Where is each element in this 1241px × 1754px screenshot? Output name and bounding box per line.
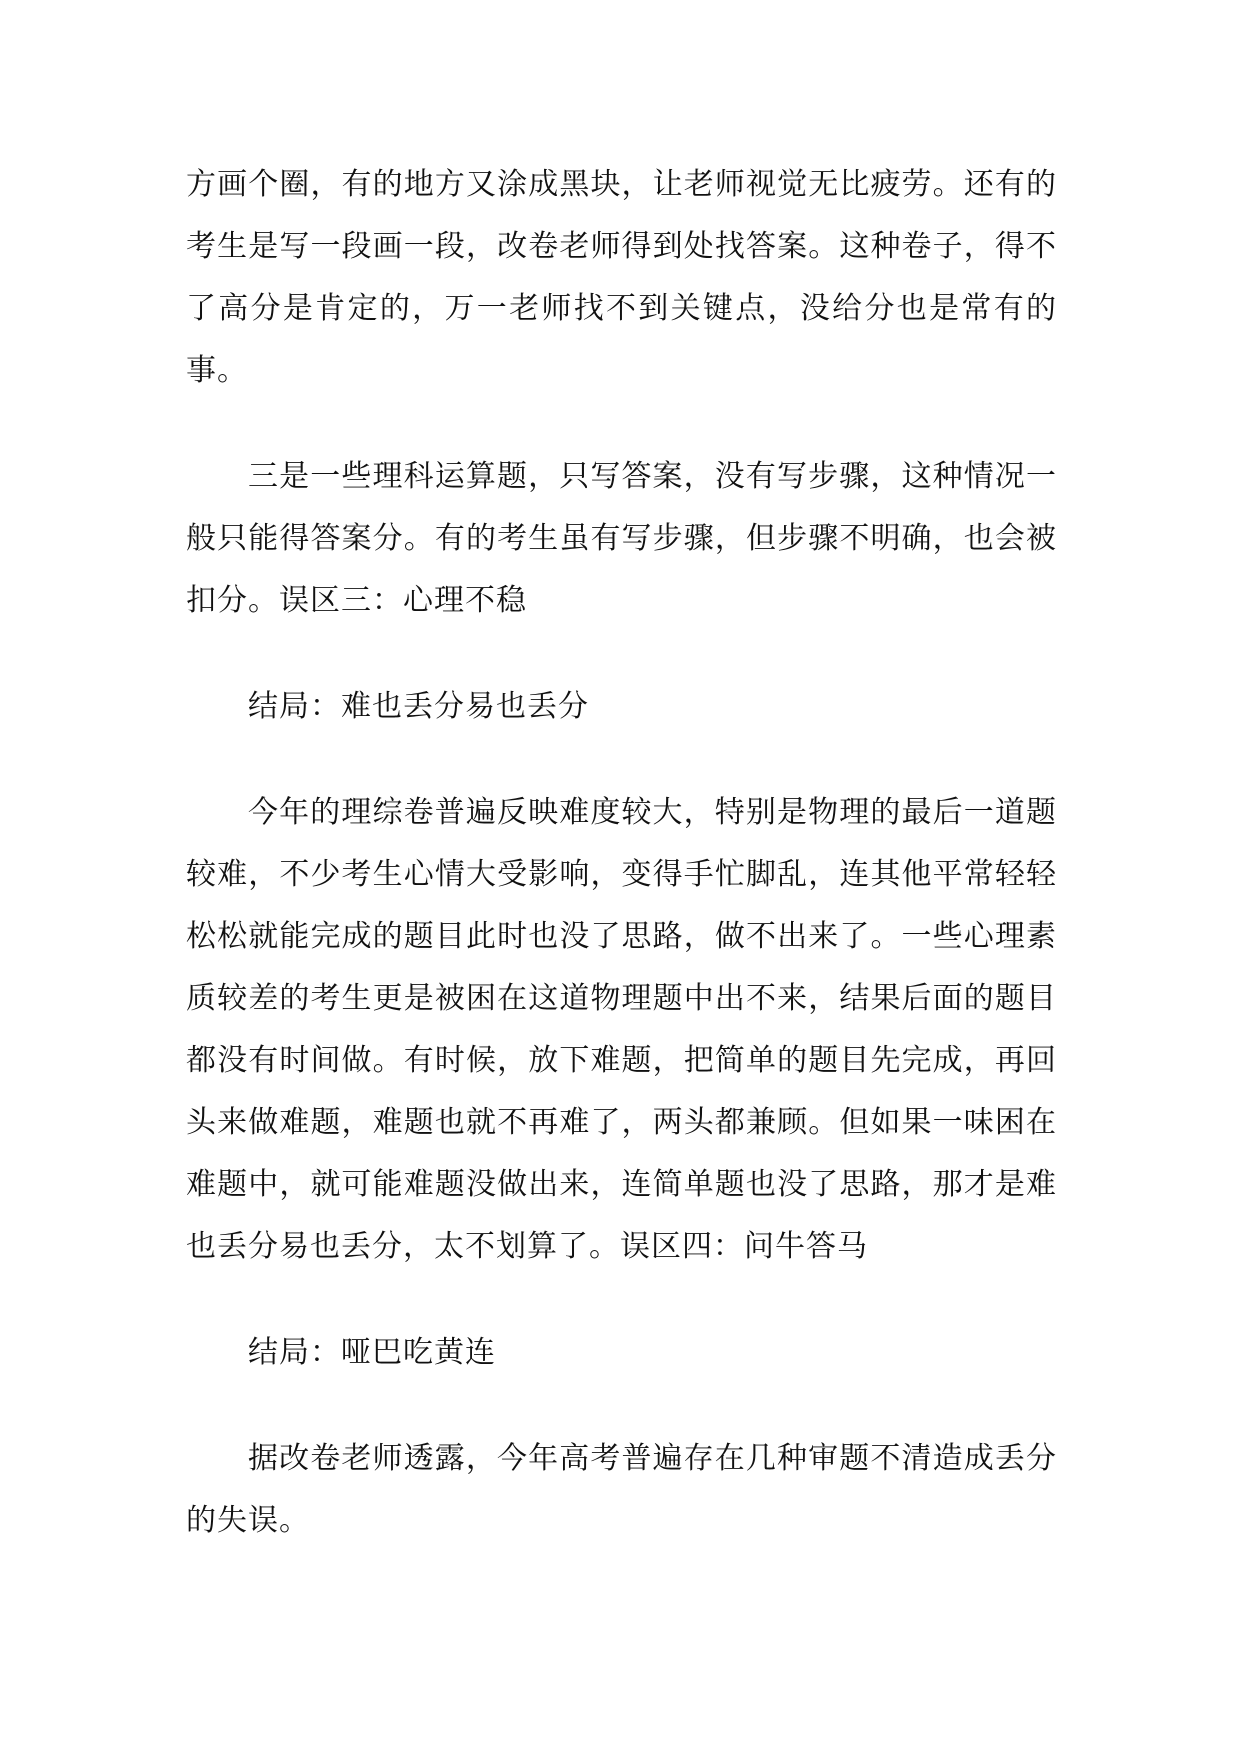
- paragraph-teacher-reveal: 据改卷老师透露，今年高考普遍存在几种审题不清造成丢分的失误。: [186, 1441, 1057, 1538]
- document-page: [186, 154, 1057, 1596]
- paragraph-outcome-3: 结局：难也丢分易也丢分: [248, 689, 589, 724]
- paragraph-continued: 方画个圈，有的地方又涂成黑块，让老师视觉无比疲劳。还有的考生是写一段画一段，改卷老师得到处找答案。这种卷子，得不了高分是肯定的，万一老师找不到关键点，没给分也是常有的事。: [186, 167, 1057, 388]
- paragraph-outcome-4: 结局：哑巴吃黄连: [248, 1335, 496, 1370]
- paragraph-calculation-steps: 三是一些理科运算题，只写答案，没有写步骤，这种情况一般只能得答案分。有的考生虽有写步骤，但步骤不明确，也会被扣分。误区三：心理不稳: [186, 459, 1057, 618]
- paragraph-difficult-exam: 今年的理综卷普遍反映难度较大，特别是物理的最后一道题较难，不少考生心情大受影响，变得手忙脚乱，连其他平常轻轻松松就能完成的题目此时也没了思路，做不出来了。一些心理素质较差的考生更是被困在这道物理题中出不来，结果后面的题目都没有时间做。有时候，放下难题，把简单的题目先完成，再回头来做难题，难题也就不再难了，两头都兼顾。但如果一味困在难题中，就可能难题没做出来，连简单题也没了思路，那才是难也丢分易也丢分，太不划算了。误区四：问牛答马: [186, 795, 1057, 1264]
